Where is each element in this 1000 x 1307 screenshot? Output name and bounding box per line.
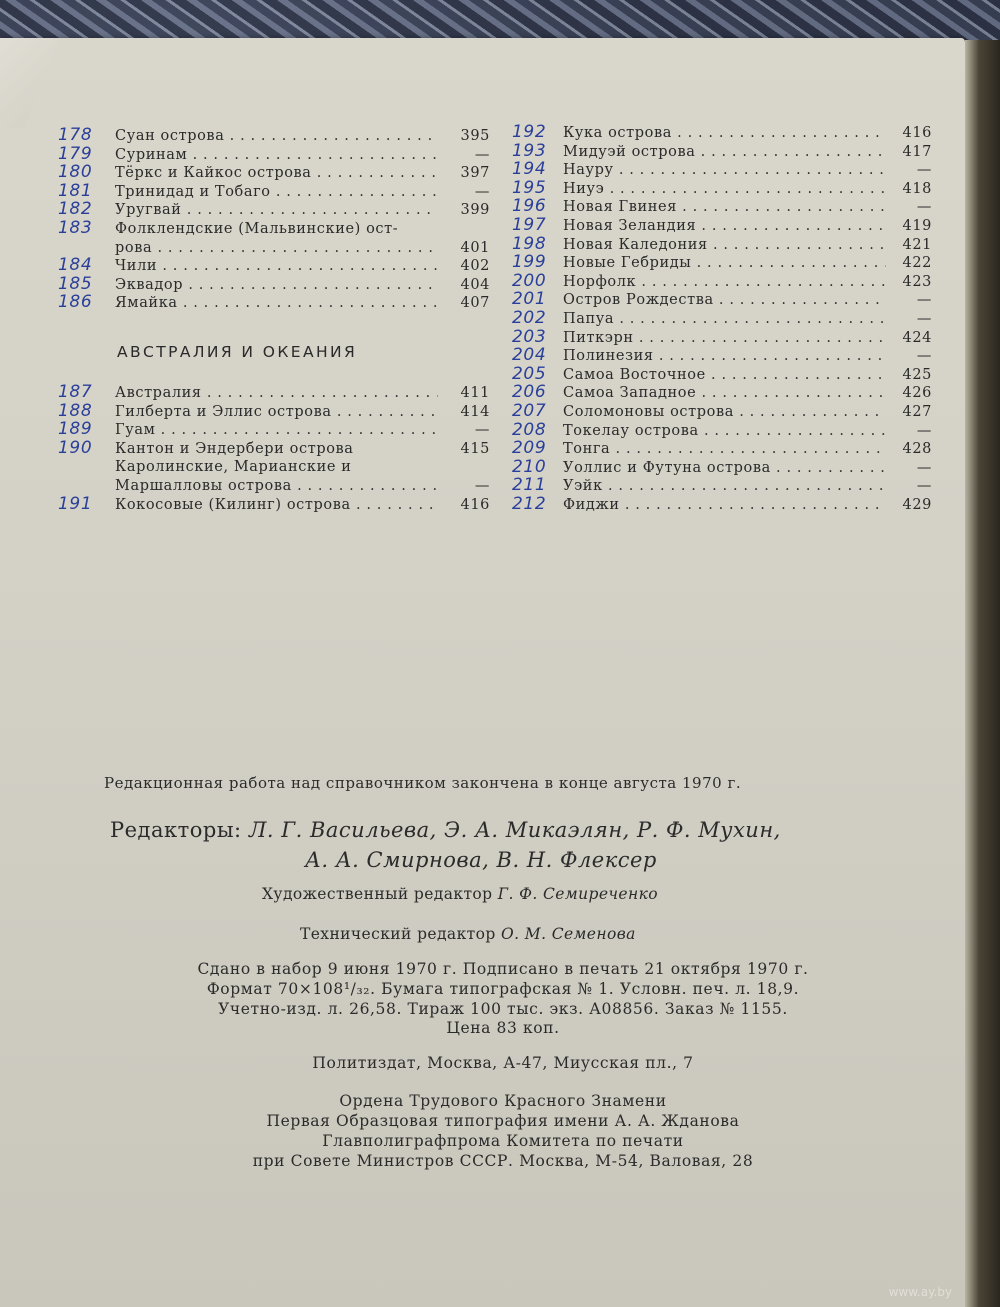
toc-entry-title: Остров Рождества . . . (563, 292, 886, 308)
toc-entry-title: Новая Зеландия . . . (563, 218, 886, 234)
handwritten-number: 187 (58, 382, 93, 402)
toc-entry-title: Токелау острова . . . (563, 423, 886, 439)
toc-entry (512, 214, 932, 237)
toc-entry-title: Фиджи . . . (563, 497, 886, 513)
handwritten-number: 197 (512, 214, 547, 235)
toc-page-number: 411 (460, 385, 490, 401)
toc-entry (512, 307, 932, 330)
toc-right-column (512, 122, 932, 515)
toc-page-number: 414 (460, 403, 490, 420)
toc-entry (58, 240, 490, 259)
toc-entry (512, 438, 932, 460)
toc-page-number: 417 (902, 143, 932, 160)
toc-page-number: — (916, 348, 932, 365)
handwritten-number: 211 (512, 475, 547, 496)
toc-entry (512, 159, 932, 181)
handwritten-number: 186 (58, 292, 93, 313)
toc-entry-title: Папуа . . . (563, 311, 886, 327)
handwritten-number: 208 (512, 419, 547, 440)
toc-entry-title: Кука острова . . . (563, 125, 886, 141)
handwritten-number: 204 (512, 345, 547, 366)
editors-line-2 (305, 848, 1000, 872)
handwritten-number: 200 (512, 270, 547, 291)
handwritten-number: 206 (512, 382, 547, 403)
toc-entry-title: Ниуэ . . . (563, 181, 886, 197)
toc-page-number: 418 (902, 180, 932, 197)
toc-page-number: 416 (460, 496, 490, 513)
toc-page-number: 428 (902, 441, 932, 458)
toc-entry (58, 382, 490, 404)
toc-entry (512, 456, 932, 479)
toc-entry (58, 199, 490, 221)
toc-page-number: — (916, 310, 932, 327)
toc-entry-title: Каролинские, Марианские и (115, 459, 352, 476)
toc-entry-title: Тринидад и Тобаго . . . (115, 184, 438, 200)
handwritten-number: 210 (512, 456, 547, 477)
handwritten-number: 207 (512, 400, 547, 421)
toc-entry-title: Самоа Западное . . . (563, 385, 886, 401)
toc-page-number: 424 (902, 329, 932, 346)
toc-page-number: 402 (460, 258, 490, 275)
toc-entry (58, 217, 490, 240)
handwritten-number: 190 (58, 437, 93, 458)
handwritten-number: 198 (512, 233, 547, 254)
toc-page-number: — (916, 162, 932, 179)
toc-entry (512, 493, 932, 516)
toc-entry-title: Фолклендские (Мальвинские) ост- (115, 220, 399, 237)
printer-line-2: Первая Образцовая типография имени А. А. Жданова (266, 1112, 740, 1130)
toc-page-number: 407 (460, 295, 490, 312)
art-editor-label: Художественный редактор (262, 885, 493, 903)
toc-entry (512, 233, 932, 256)
toc-entry-title: Новые Гебриды . . . (563, 255, 886, 271)
toc-page-number: — (916, 292, 932, 309)
editors-names-2: А. А. Смирнова, В. Н. Флексер (305, 848, 657, 872)
print-info-1: Сдано в набор 9 июня 1970 г. Подписано в печать 21 октября 1970 г. (197, 960, 809, 978)
toc-page-number: — (474, 422, 490, 439)
toc-entry-title: Питкэрн . . . (563, 330, 886, 346)
toc-entry (512, 177, 932, 200)
toc-entry-title: Ямайка . . . (115, 295, 438, 311)
toc-page-number: 419 (902, 217, 932, 234)
toc-entry (58, 437, 490, 460)
toc-entry (512, 140, 932, 163)
toc-entry (58, 419, 490, 441)
toc-entry-title: Уоллис и Футуна острова . . . (563, 460, 886, 476)
toc-page-number: 427 (902, 403, 932, 420)
toc-entry (512, 382, 932, 404)
toc-entry (58, 162, 490, 184)
toc-page-number: 426 (902, 385, 932, 402)
handwritten-number: 212 (512, 493, 547, 514)
publisher-address: Политиздат, Москва, А-47, Миусская пл., 7 (312, 1054, 694, 1072)
toc-entry (512, 475, 932, 497)
art-editor-line (262, 885, 1000, 903)
handwritten-number: 185 (58, 273, 93, 294)
handwritten-number: 193 (512, 140, 547, 161)
printer-line-3: Главполиграфпрома Комитета по печати (322, 1132, 684, 1150)
print-info-2: Формат 70×108¹/₃₂. Бумага типографская № 1. Условн. печ. л. 18,9. (206, 980, 800, 998)
toc-entry-title: Науру . . . (563, 162, 886, 178)
toc-entry (512, 419, 932, 442)
toc-entry (58, 143, 490, 166)
toc-entry-title: Уэйк . . . (563, 478, 886, 494)
handwritten-number: 179 (58, 143, 93, 164)
toc-entry (58, 493, 490, 516)
toc-entry (512, 345, 932, 367)
editors-line-1 (110, 818, 930, 842)
toc-entry-title: рова . . . (115, 240, 438, 256)
toc-entry (58, 478, 490, 497)
toc-entry (512, 400, 932, 423)
toc-entry-title: Гилберта и Эллис острова . . . (115, 404, 438, 420)
handwritten-number: 196 (512, 196, 547, 217)
toc-left-column (58, 125, 490, 314)
toc-entry (512, 252, 932, 274)
tech-editor-name: О. М. Семенова (501, 925, 636, 943)
toc-entry-title: Полинезия . . . (563, 348, 886, 364)
toc-entry-title: Маршалловы острова . . . (115, 478, 438, 494)
toc-entry-title: Гуам . . . (115, 422, 438, 438)
toc-entry (58, 180, 490, 203)
handwritten-number: 181 (58, 180, 93, 201)
handwritten-number: 189 (58, 419, 93, 440)
handwritten-number: 209 (512, 438, 547, 459)
toc-entry (512, 122, 932, 144)
handwritten-number: 178 (58, 125, 93, 145)
toc-page-number: 422 (902, 255, 932, 272)
tech-editor-line (300, 925, 1000, 943)
tech-editor-label: Технический редактор (300, 925, 496, 943)
toc-entry (58, 459, 490, 478)
toc-page-number: 421 (902, 236, 932, 253)
toc-page-number: 416 (902, 125, 932, 141)
toc-page-number: 395 (460, 128, 490, 144)
watermark: www.ay.by (888, 1285, 952, 1299)
toc-page-number: — (916, 199, 932, 216)
toc-entry (512, 326, 932, 349)
handwritten-number: 194 (512, 159, 547, 180)
toc-entry-title: Суан острова . . . (115, 128, 438, 144)
toc-page-number: — (916, 478, 932, 495)
printer-line-4: при Совете Министров СССР. Москва, М-54, Валовая, 28 (252, 1152, 754, 1170)
toc-entry (58, 255, 490, 277)
editors-names-1: Л. Г. Васильева, Э. А. Микаэлян, Р. Ф. Мухин, (248, 818, 781, 842)
toc-page-number: 423 (902, 273, 932, 290)
toc-entry-title: Новая Гвинея . . . (563, 199, 886, 215)
handwritten-number: 184 (58, 255, 93, 276)
toc-entry (512, 196, 932, 218)
toc-entry (58, 273, 490, 296)
handwritten-number: 191 (58, 493, 93, 514)
toc-page-number: 429 (902, 496, 932, 513)
price: Цена 83 коп. (446, 1019, 560, 1037)
toc-entry (512, 363, 932, 386)
art-editor-name: Г. Ф. Семиреченко (497, 885, 659, 903)
toc-entry-title: Уругвай . . . (115, 202, 438, 218)
toc-left-column-oceania (58, 382, 490, 515)
toc-entry-title: Самоа Восточное . . . (563, 367, 886, 383)
handwritten-number: 195 (512, 177, 547, 198)
page-edge-shadow (965, 40, 1000, 1307)
printer-line-1: Ордена Трудового Красного Знамени (339, 1092, 667, 1110)
toc-page-number: — (474, 146, 490, 163)
handwritten-number: 205 (512, 363, 547, 384)
toc-page-number: 401 (460, 239, 490, 256)
toc-entry (512, 270, 932, 293)
toc-entry-title: Мидуэй острова . . . (563, 144, 886, 160)
toc-page-number: 415 (460, 440, 490, 457)
toc-entry-title: Кантон и Эндербери острова (115, 440, 354, 457)
toc-entry-title: Тонга . . . (563, 441, 886, 457)
toc-entry (58, 292, 490, 314)
print-info-3: Учетно-изд. л. 26,58. Тираж 100 тыс. экз. А08856. Заказ № 1155. (218, 1000, 788, 1018)
toc-page-number: — (916, 459, 932, 476)
handwritten-number: 203 (512, 326, 547, 347)
toc-page-number: 397 (460, 165, 490, 182)
editors-label: Редакторы: (110, 818, 242, 842)
toc-entry-title: Суринам . . . (115, 147, 438, 163)
toc-entry-title: Новая Каледония . . . (563, 237, 886, 253)
toc-page-number: 399 (460, 202, 490, 219)
completion-note: Редакционная работа над справочником закончена в конце августа 1970 г. (104, 774, 742, 792)
toc-page-number: 404 (460, 276, 490, 293)
handwritten-number: 202 (512, 307, 547, 328)
toc-entry-title: Чили . . . (115, 258, 438, 274)
toc-entry-title: Австралия . . . (115, 385, 438, 401)
toc-page-number: 425 (902, 366, 932, 383)
handwritten-number: 201 (512, 289, 547, 310)
handwritten-number: 182 (58, 199, 93, 220)
handwritten-number: 188 (58, 400, 93, 421)
handwritten-number: 183 (58, 217, 93, 238)
toc-entry-title: Тёркс и Кайкос острова . . . (115, 165, 438, 181)
toc-entry-title: Норфолк . . . (563, 274, 886, 290)
handwritten-number: 180 (58, 162, 93, 183)
toc-entry (58, 125, 490, 147)
toc-page-number: — (916, 422, 932, 439)
toc-entry-title: Кокосовые (Килинг) острова . . . (115, 497, 438, 513)
toc-entry-title: Эквадор . . . (115, 277, 438, 293)
toc-page-number: — (474, 183, 490, 200)
section-heading: АВСТРАЛИЯ И ОКЕАНИЯ (117, 343, 358, 361)
toc-page-number: — (474, 477, 490, 494)
toc-entry (58, 400, 490, 423)
toc-entry-title: Соломоновы острова . . . (563, 404, 886, 420)
handwritten-number: 199 (512, 252, 547, 273)
handwritten-number: 192 (512, 122, 547, 142)
toc-entry (512, 289, 932, 311)
